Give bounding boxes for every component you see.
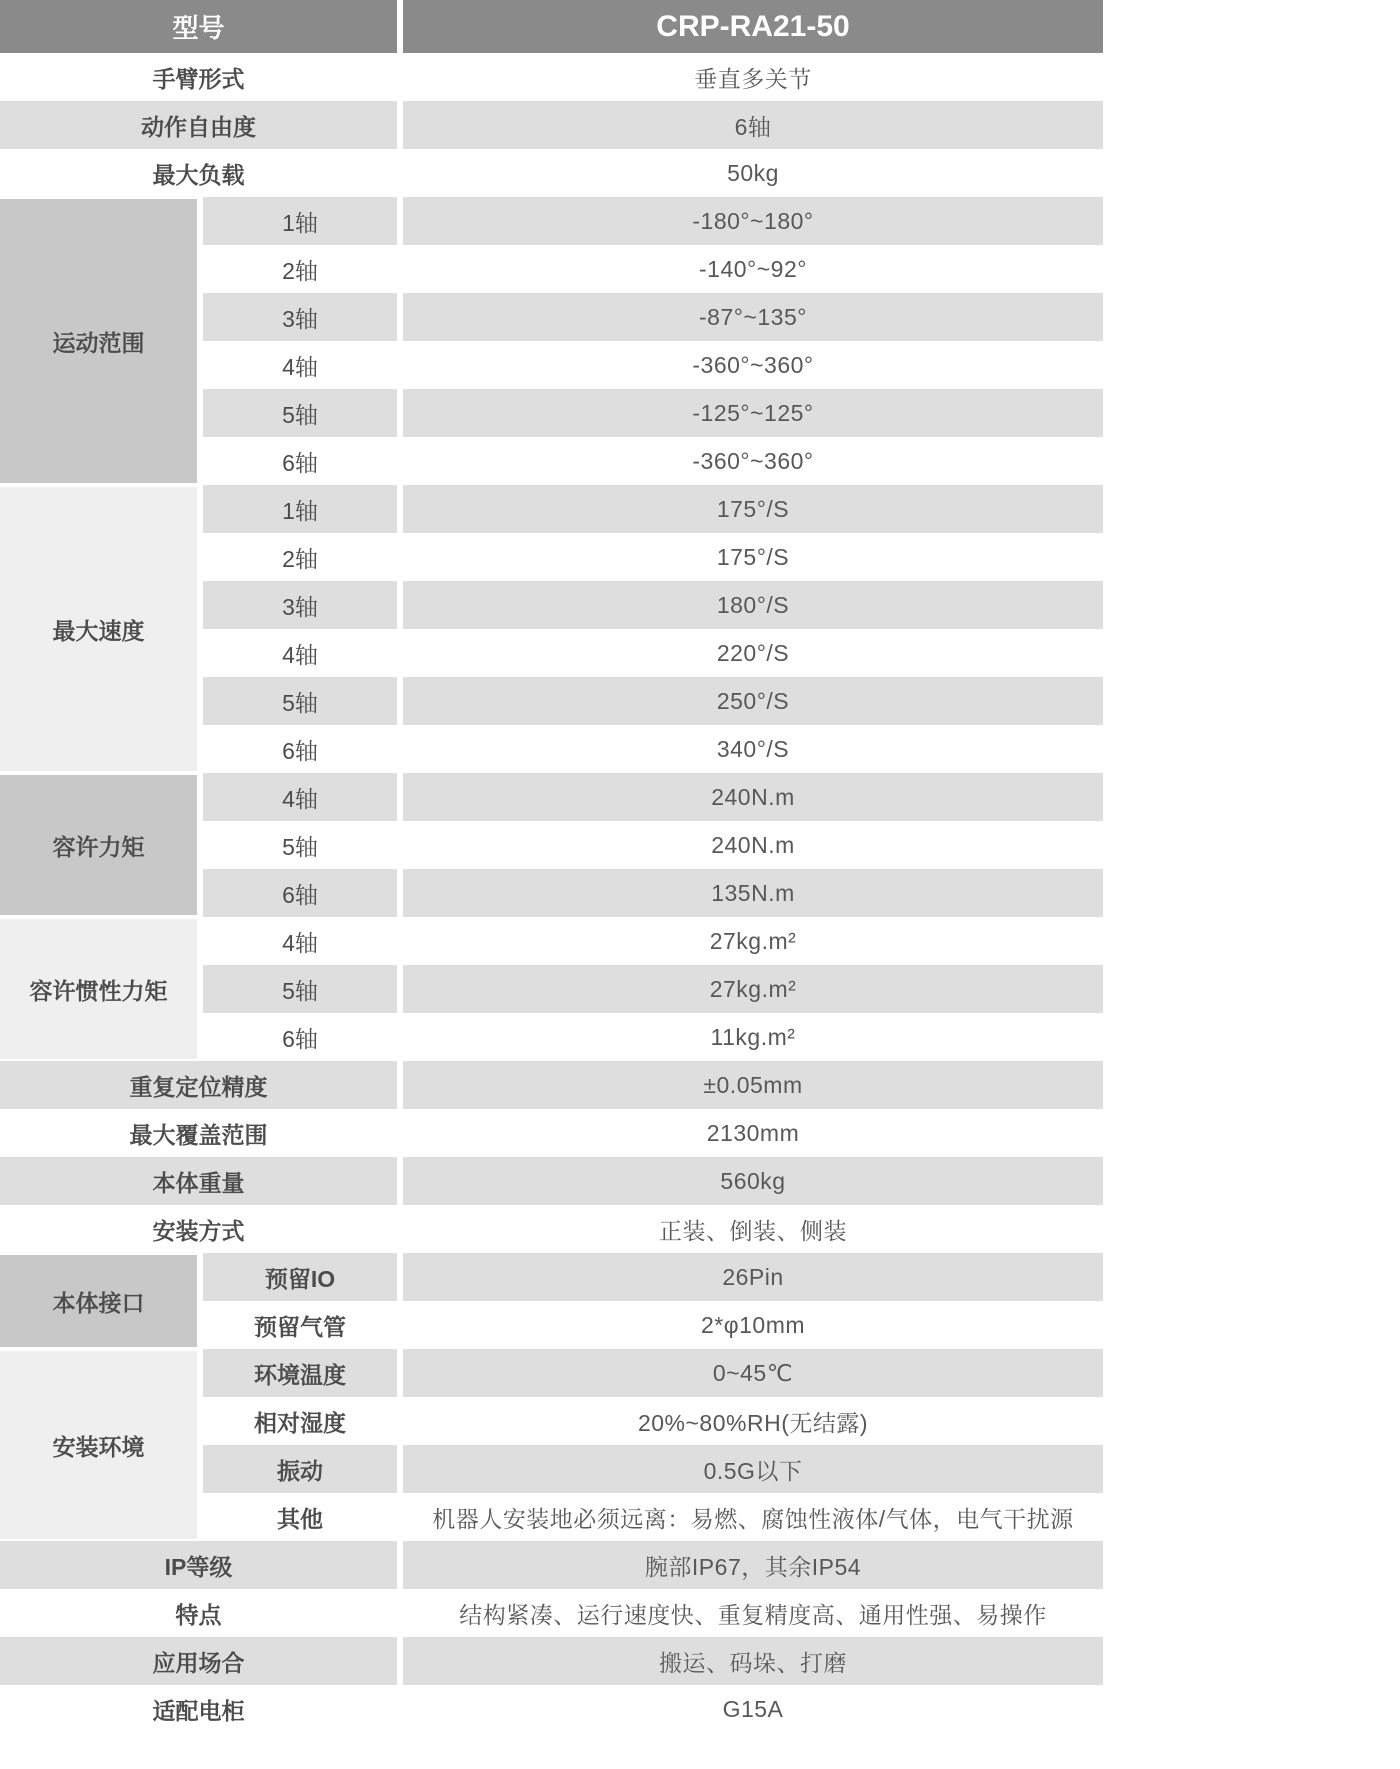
table-row [203, 197, 1103, 245]
row-label-cell: 安装方式 [0, 1205, 397, 1253]
table-row-features [0, 1589, 1103, 1637]
section-motion-range [0, 197, 1103, 485]
row-label-cell: 本体重量 [0, 1157, 397, 1205]
sub-label-cell: 6轴 [203, 437, 397, 485]
table-row [203, 1301, 1103, 1349]
table-row [203, 725, 1103, 773]
sub-label-cell: 4轴 [203, 917, 397, 965]
row-value-cell: 0~45℃ [403, 1349, 1103, 1397]
table-row-dof [0, 101, 1103, 149]
row-value-cell: 27kg.m² [403, 917, 1103, 965]
sub-label-cell: 5轴 [203, 821, 397, 869]
group-label-cell: 安装环境 [0, 1349, 197, 1541]
row-label-cell: IP等级 [0, 1541, 397, 1589]
row-value-cell: 垂直多关节 [403, 53, 1103, 101]
sub-label-cell: 环境温度 [203, 1349, 397, 1397]
table-row [203, 581, 1103, 629]
row-label-cell: 特点 [0, 1589, 397, 1637]
row-value-cell: ±0.05mm [403, 1061, 1103, 1109]
group-label-cell: 运动范围 [0, 197, 197, 485]
sub-label-cell: 1轴 [203, 197, 397, 245]
sub-label-cell: 5轴 [203, 677, 397, 725]
row-value-cell: 2*φ10mm [403, 1301, 1103, 1349]
table-row [203, 677, 1103, 725]
row-value-cell: 26Pin [403, 1253, 1103, 1301]
table-row [203, 1013, 1103, 1061]
row-value-cell: 结构紧凑、运行速度快、重复精度高、通用性强、易操作 [403, 1589, 1103, 1637]
table-row-cabinet [0, 1685, 1103, 1733]
table-row [203, 1397, 1103, 1445]
row-value-cell: 250°/S [403, 677, 1103, 725]
table-row [203, 1445, 1103, 1493]
sub-label-cell: 预留IO [203, 1253, 397, 1301]
sub-label-cell: 2轴 [203, 245, 397, 293]
sub-label-cell: 5轴 [203, 965, 397, 1013]
row-value-cell: 340°/S [403, 725, 1103, 773]
table-row [203, 389, 1103, 437]
sub-label-cell: 3轴 [203, 293, 397, 341]
row-value-cell: -180°~180° [403, 197, 1103, 245]
row-value-cell: 240N.m [403, 821, 1103, 869]
model-header-cell: 型号 [0, 0, 397, 53]
row-value-cell: 11kg.m² [403, 1013, 1103, 1061]
row-value-cell: 50kg [403, 149, 1103, 197]
table-row [203, 293, 1103, 341]
sub-label-cell: 6轴 [203, 869, 397, 917]
section-torque [0, 773, 1103, 917]
table-row [203, 773, 1103, 821]
sub-label-cell: 振动 [203, 1445, 397, 1493]
section-max-speed [0, 485, 1103, 773]
row-value-cell: 560kg [403, 1157, 1103, 1205]
section-inertia [0, 917, 1103, 1061]
row-value-cell: -360°~360° [403, 341, 1103, 389]
row-label-cell: 动作自由度 [0, 101, 397, 149]
row-label-cell: 最大负载 [0, 149, 397, 197]
table-row-applications [0, 1637, 1103, 1685]
table-row-max-reach [0, 1109, 1103, 1157]
table-row-body-weight [0, 1157, 1103, 1205]
table-row-mounting [0, 1205, 1103, 1253]
sub-label-cell: 2轴 [203, 533, 397, 581]
row-value-cell: -125°~125° [403, 389, 1103, 437]
sub-label-cell: 4轴 [203, 773, 397, 821]
row-value-cell: 2130mm [403, 1109, 1103, 1157]
row-value-cell: -360°~360° [403, 437, 1103, 485]
table-row [203, 245, 1103, 293]
table-row [203, 533, 1103, 581]
table-row [203, 821, 1103, 869]
row-value-cell: -87°~135° [403, 293, 1103, 341]
table-row [203, 1253, 1103, 1301]
table-row-max-load [0, 149, 1103, 197]
group-label-cell: 最大速度 [0, 485, 197, 773]
table-row [203, 341, 1103, 389]
row-label-cell: 重复定位精度 [0, 1061, 397, 1109]
row-value-cell: 135N.m [403, 869, 1103, 917]
row-value-cell: 搬运、码垛、打磨 [403, 1637, 1103, 1685]
row-value-cell: 175°/S [403, 485, 1103, 533]
model-value-cell: CRP-RA21-50 [403, 0, 1103, 53]
table-row-arm-form [0, 53, 1103, 101]
sub-label-cell: 5轴 [203, 389, 397, 437]
table-row [203, 1349, 1103, 1397]
row-value-cell: G15A [403, 1685, 1103, 1733]
table-row [203, 485, 1103, 533]
table-row [203, 965, 1103, 1013]
table-row [203, 437, 1103, 485]
table-row [203, 629, 1103, 677]
group-label-cell: 本体接口 [0, 1253, 197, 1349]
section-install-env [0, 1349, 1103, 1541]
table-row-ip-rating [0, 1541, 1103, 1589]
table-row [203, 1493, 1103, 1541]
table-header-row [0, 0, 1103, 53]
row-label-cell: 适配电柜 [0, 1685, 397, 1733]
row-value-cell: 175°/S [403, 533, 1103, 581]
row-value-cell: 6轴 [403, 101, 1103, 149]
sub-label-cell: 相对湿度 [203, 1397, 397, 1445]
group-label-cell: 容许惯性力矩 [0, 917, 197, 1061]
row-value-cell: 机器人安装地必须远离：易燃、腐蚀性液体/气体，电气干扰源 [403, 1493, 1103, 1541]
table-row [203, 869, 1103, 917]
row-value-cell: 220°/S [403, 629, 1103, 677]
row-value-cell: 20%~80%RH(无结露) [403, 1397, 1103, 1445]
row-value-cell: 正装、倒装、侧装 [403, 1205, 1103, 1253]
row-value-cell: 腕部IP67，其余IP54 [403, 1541, 1103, 1589]
row-value-cell: 0.5G以下 [403, 1445, 1103, 1493]
group-label-cell: 容许力矩 [0, 773, 197, 917]
sub-label-cell: 其他 [203, 1493, 397, 1541]
row-value-cell: 240N.m [403, 773, 1103, 821]
sub-label-cell: 6轴 [203, 1013, 397, 1061]
row-value-cell: 180°/S [403, 581, 1103, 629]
row-value-cell: -140°~92° [403, 245, 1103, 293]
sub-label-cell: 4轴 [203, 629, 397, 677]
table-row-repeatability [0, 1061, 1103, 1109]
sub-label-cell: 3轴 [203, 581, 397, 629]
table-row [203, 917, 1103, 965]
sub-label-cell: 预留气管 [203, 1301, 397, 1349]
row-label-cell: 最大覆盖范围 [0, 1109, 397, 1157]
section-body-interface [0, 1253, 1103, 1349]
sub-label-cell: 4轴 [203, 341, 397, 389]
sub-label-cell: 1轴 [203, 485, 397, 533]
row-label-cell: 应用场合 [0, 1637, 397, 1685]
row-value-cell: 27kg.m² [403, 965, 1103, 1013]
row-label-cell: 手臂形式 [0, 53, 397, 101]
sub-label-cell: 6轴 [203, 725, 397, 773]
